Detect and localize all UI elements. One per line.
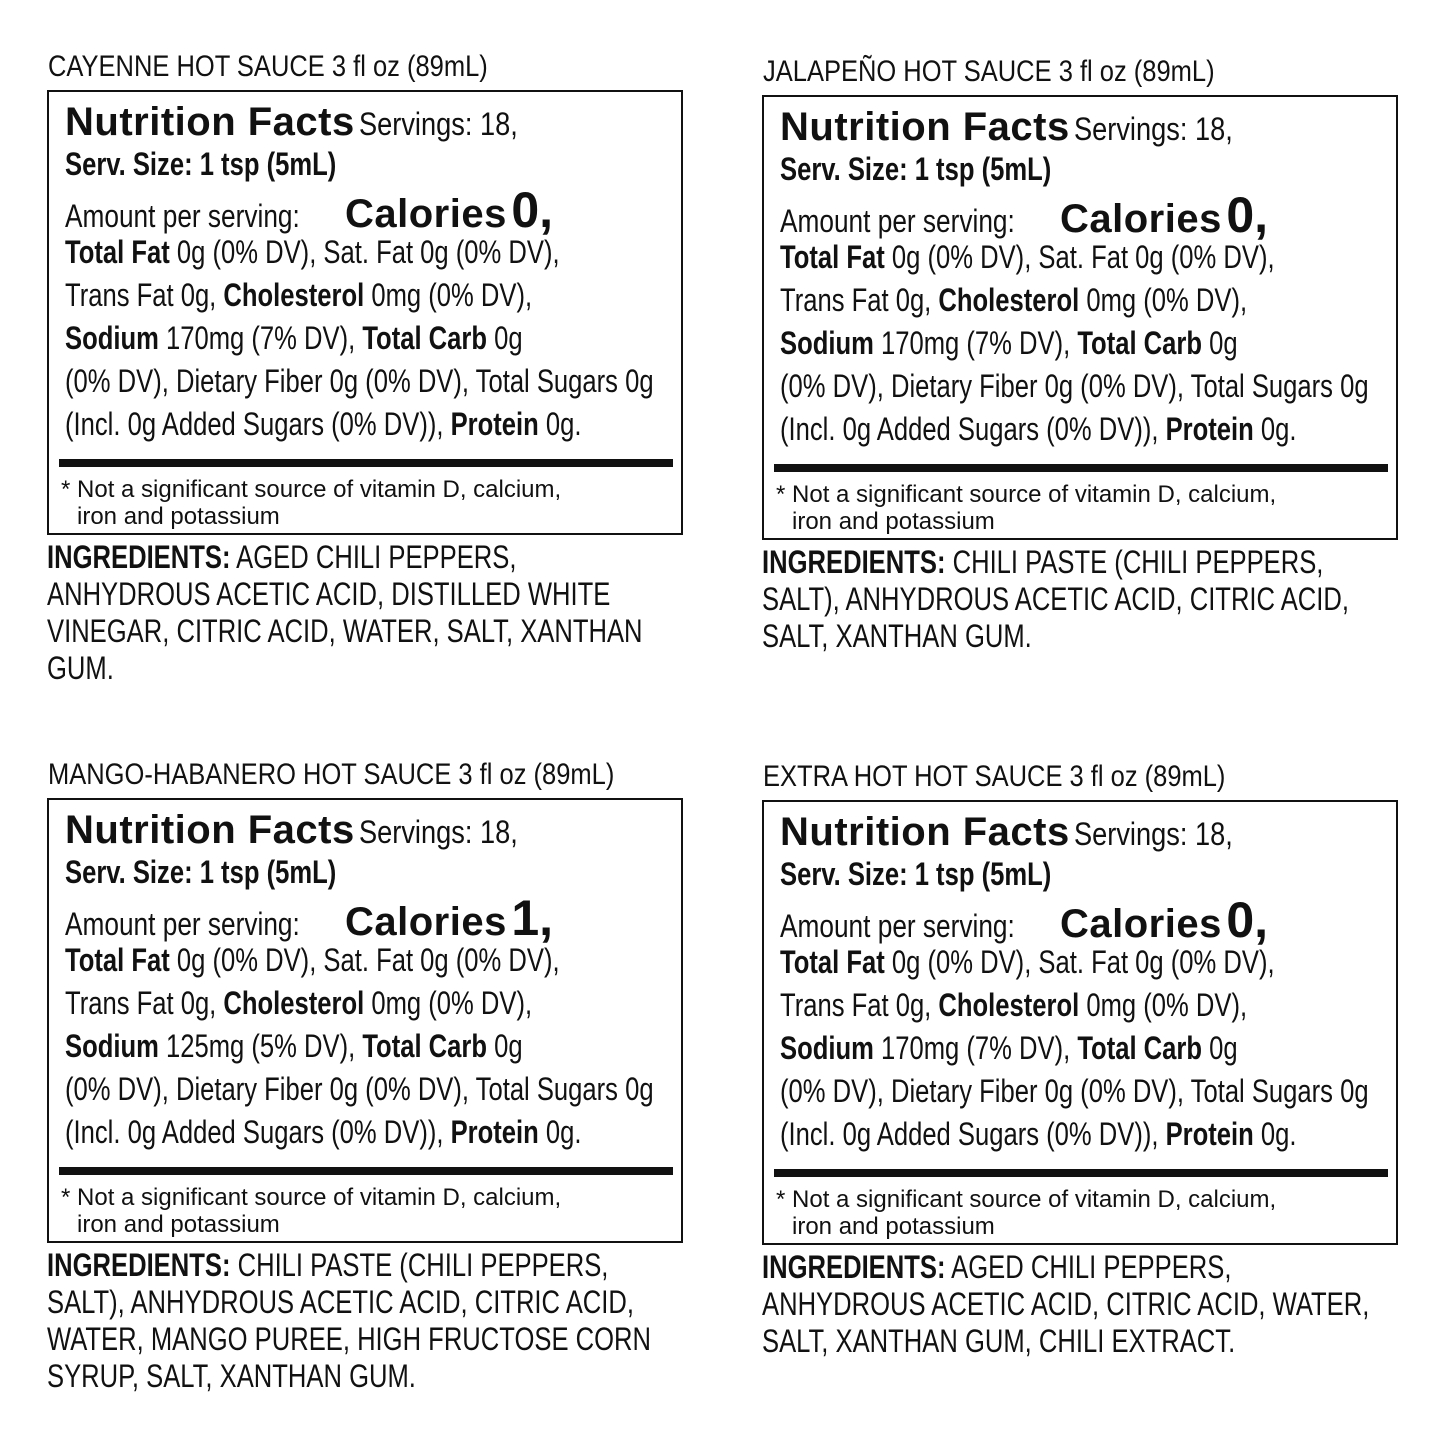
calories-label: Calories — [1060, 902, 1222, 946]
nutrient-name: Total Carb — [1077, 1030, 1202, 1066]
nutrition-facts-heading: Nutrition Facts — [65, 808, 355, 852]
calories-row — [780, 892, 1269, 948]
heading-row — [65, 98, 546, 146]
ingredients-label: INGREDIENTS: — [762, 544, 946, 580]
nutrient-value: Trans Fat 0g, — [780, 987, 939, 1023]
product-title: JALAPEÑO HOT SAUCE 3 fl oz (89mL) — [763, 55, 1215, 88]
ingredients-text: SALT, XANTHAN GUM. — [762, 618, 1032, 654]
nutrient-value: 0g. — [538, 406, 582, 442]
ingredients-text: SALT, XANTHAN GUM, CHILI EXTRACT. — [762, 1323, 1236, 1359]
ingredients-text: SALT), ANHYDROUS ACETIC ACID, CITRIC ACID, — [47, 1284, 634, 1320]
calories-row — [65, 890, 554, 946]
nutrient-name: Sodium — [65, 1028, 159, 1064]
nutrient-line — [65, 317, 523, 360]
nutrient-line — [65, 982, 532, 1025]
nutrition-facts-heading: Nutrition Facts — [780, 810, 1070, 854]
nutrient-line — [65, 1068, 654, 1111]
nutrient-name: Total Fat — [65, 234, 170, 270]
ingredients-text: WATER, MANGO PUREE, HIGH FRUCTOSE CORN — [47, 1321, 651, 1357]
nutrient-value: 0g — [1202, 1030, 1238, 1066]
calories-value: 0, — [511, 182, 554, 238]
footnote-line: iron and potassium — [792, 508, 995, 535]
nutrient-value: 0g — [487, 1028, 523, 1064]
nutrient-line — [780, 408, 1296, 451]
nutrient-line — [780, 236, 1275, 279]
nutrient-line — [65, 403, 581, 446]
nutrient-name: Protein — [450, 1114, 539, 1150]
nutrient-value: 170mg (7% DV), — [158, 320, 363, 356]
nutrient-line — [65, 360, 654, 403]
nutrient-value: 0g. — [538, 1114, 582, 1150]
nutrient-line — [780, 322, 1238, 365]
footnote-line: iron and potassium — [77, 503, 280, 530]
footnote-line: * Not a significant source of vitamin D, calcium, — [776, 481, 1277, 508]
nutrient-line — [780, 1113, 1296, 1156]
serving-size: Serv. Size: 1 tsp (5mL) — [780, 856, 1052, 892]
ingredients-line — [762, 581, 1349, 618]
nutrient-name: Sodium — [65, 320, 159, 356]
ingredients-line — [762, 1286, 1369, 1323]
nutrient-value: 170mg (7% DV), — [873, 1030, 1078, 1066]
ingredients-text: ANHYDROUS ACETIC ACID, DISTILLED WHITE — [47, 576, 611, 612]
nutrient-line — [65, 939, 560, 982]
amount-per-serving-label: Amount per serving: — [65, 198, 300, 234]
nutrient-line — [65, 1111, 581, 1154]
nutrient-value: Trans Fat 0g, — [65, 277, 224, 313]
ingredients-line — [762, 618, 1032, 655]
nutrition-facts-box — [47, 798, 683, 1243]
heading-row — [780, 808, 1261, 856]
nutrient-value: (Incl. 0g Added Sugars (0% DV)), — [780, 1116, 1166, 1152]
nutrient-value: (Incl. 0g Added Sugars (0% DV)), — [780, 411, 1166, 447]
ingredients-line — [47, 1358, 416, 1395]
ingredients-text: SALT), ANHYDROUS ACETIC ACID, CITRIC ACID, — [762, 581, 1349, 617]
amount-per-serving-label: Amount per serving: — [65, 906, 300, 942]
nutrient-name: Total Fat — [780, 239, 885, 275]
nutrient-value: (0% DV), Dietary Fiber 0g (0% DV), Total Sugars 0g — [780, 368, 1369, 404]
nutrient-line — [65, 231, 560, 274]
divider-bar — [59, 459, 673, 467]
nutrient-value: 0mg (0% DV), — [364, 985, 533, 1021]
nutrient-line — [65, 1025, 523, 1068]
nutrient-value: (0% DV), Dietary Fiber 0g (0% DV), Total Sugars 0g — [65, 1071, 654, 1107]
ingredients-text: AGED CHILI PEPPERS, — [951, 1249, 1232, 1285]
ingredients-text: VINEGAR, CITRIC ACID, WATER, SALT, XANTHAN — [47, 613, 643, 649]
serving-size: Serv. Size: 1 tsp (5mL) — [65, 854, 337, 890]
nutrient-value: (0% DV), Dietary Fiber 0g (0% DV), Total Sugars 0g — [65, 363, 654, 399]
nutrient-name: Sodium — [780, 325, 874, 361]
nutrient-value: 0g (0% DV), Sat. Fat 0g (0% DV), — [169, 234, 560, 270]
nutrition-facts-box — [47, 90, 683, 535]
nutrition-facts-box — [762, 800, 1398, 1245]
nutrient-value: 0mg (0% DV), — [1079, 282, 1248, 318]
nutrient-value: 0g — [1202, 325, 1238, 361]
ingredients-line — [762, 1249, 1231, 1286]
product-title: EXTRA HOT HOT SAUCE 3 fl oz (89mL) — [763, 760, 1226, 793]
nutrient-name: Protein — [1165, 411, 1254, 447]
nutrient-line — [780, 1027, 1238, 1070]
ingredients-text: AGED CHILI PEPPERS, — [236, 539, 517, 575]
nutrient-line — [780, 1070, 1369, 1113]
ingredients-text: SYRUP, SALT, XANTHAN GUM. — [47, 1358, 416, 1394]
ingredients-label: INGREDIENTS: — [47, 1247, 231, 1283]
amount-per-serving-label: Amount per serving: — [780, 908, 1015, 944]
nutrient-name: Protein — [1165, 1116, 1254, 1152]
calories-value: 0, — [1226, 892, 1269, 948]
nutrient-value: 0mg (0% DV), — [364, 277, 533, 313]
nutrient-value: 125mg (5% DV), — [158, 1028, 363, 1064]
ingredients-line — [47, 1247, 608, 1284]
nutrient-value: 170mg (7% DV), — [873, 325, 1078, 361]
nutrient-line — [780, 365, 1369, 408]
servings-count: Servings: 18, — [359, 814, 518, 850]
nutrition-facts-box — [762, 95, 1398, 540]
divider-bar — [774, 1169, 1388, 1177]
calories-label: Calories — [345, 192, 507, 236]
calories-label: Calories — [1060, 197, 1222, 241]
ingredients-text: GUM. — [47, 650, 114, 686]
nutrient-name: Total Carb — [362, 1028, 487, 1064]
nutrient-line — [780, 984, 1247, 1027]
nutrient-value: (0% DV), Dietary Fiber 0g (0% DV), Total Sugars 0g — [780, 1073, 1369, 1109]
amount-per-serving-label: Amount per serving: — [780, 203, 1015, 239]
ingredients-line — [47, 1284, 634, 1321]
ingredients-line — [762, 544, 1323, 581]
footnote-line: * Not a significant source of vitamin D, calcium, — [61, 476, 562, 503]
product-title: MANGO-HABANERO HOT SAUCE 3 fl oz (89mL) — [48, 758, 615, 791]
product-title: CAYENNE HOT SAUCE 3 fl oz (89mL) — [48, 50, 488, 83]
serving-size: Serv. Size: 1 tsp (5mL) — [65, 146, 337, 182]
nutrient-value: (Incl. 0g Added Sugars (0% DV)), — [65, 1114, 451, 1150]
nutrient-value: 0g. — [1253, 1116, 1297, 1152]
ingredients-line — [47, 576, 610, 613]
ingredients-label: INGREDIENTS: — [47, 539, 231, 575]
nutrient-line — [780, 941, 1275, 984]
serving-size: Serv. Size: 1 tsp (5mL) — [780, 151, 1052, 187]
servings-count: Servings: 18, — [359, 106, 518, 142]
calories-label: Calories — [345, 900, 507, 944]
divider-bar — [774, 464, 1388, 472]
nutrient-name: Protein — [450, 406, 539, 442]
nutrient-value: 0g. — [1253, 411, 1297, 447]
nutrient-name: Sodium — [780, 1030, 874, 1066]
ingredients-text: CHILI PASTE (CHILI PEPPERS, — [237, 1247, 609, 1283]
nutrient-name: Total Carb — [1077, 325, 1202, 361]
ingredients-line — [762, 1323, 1235, 1360]
calories-row — [780, 187, 1269, 243]
nutrient-value: 0mg (0% DV), — [1079, 987, 1248, 1023]
nutrition-facts-heading: Nutrition Facts — [780, 105, 1070, 149]
footnote-line: iron and potassium — [792, 1213, 995, 1240]
heading-row — [65, 806, 546, 854]
nutrient-name: Total Fat — [65, 942, 170, 978]
nutrient-name: Cholesterol — [223, 277, 365, 313]
nutrient-name: Total Fat — [780, 944, 885, 980]
nutrient-value: 0g (0% DV), Sat. Fat 0g (0% DV), — [884, 239, 1275, 275]
nutrient-line — [780, 279, 1247, 322]
ingredients-line — [47, 1321, 651, 1358]
nutrient-value: Trans Fat 0g, — [780, 282, 939, 318]
ingredients-line — [47, 539, 516, 576]
nutrient-value: Trans Fat 0g, — [65, 985, 224, 1021]
nutrient-line — [65, 274, 532, 317]
calories-value: 0, — [1226, 187, 1269, 243]
footnote-line: * Not a significant source of vitamin D, calcium, — [61, 1184, 562, 1211]
ingredients-line — [47, 613, 643, 650]
ingredients-text: CHILI PASTE (CHILI PEPPERS, — [952, 544, 1324, 580]
nutrient-value: (Incl. 0g Added Sugars (0% DV)), — [65, 406, 451, 442]
divider-bar — [59, 1167, 673, 1175]
servings-count: Servings: 18, — [1074, 111, 1233, 147]
ingredients-line — [47, 650, 114, 687]
nutrient-name: Cholesterol — [938, 987, 1080, 1023]
servings-count: Servings: 18, — [1074, 816, 1233, 852]
calories-value: 1, — [511, 890, 554, 946]
nutrient-name: Cholesterol — [223, 985, 365, 1021]
ingredients-text: ANHYDROUS ACETIC ACID, CITRIC ACID, WATER, — [762, 1286, 1370, 1322]
ingredients-label: INGREDIENTS: — [762, 1249, 946, 1285]
footnote-line: iron and potassium — [77, 1211, 280, 1238]
nutrient-value: 0g (0% DV), Sat. Fat 0g (0% DV), — [169, 942, 560, 978]
nutrient-value: 0g — [487, 320, 523, 356]
nutrient-name: Cholesterol — [938, 282, 1080, 318]
nutrient-name: Total Carb — [362, 320, 487, 356]
heading-row — [780, 103, 1261, 151]
nutrition-facts-heading: Nutrition Facts — [65, 100, 355, 144]
nutrient-value: 0g (0% DV), Sat. Fat 0g (0% DV), — [884, 944, 1275, 980]
calories-row — [65, 182, 554, 238]
footnote-line: * Not a significant source of vitamin D, calcium, — [776, 1186, 1277, 1213]
